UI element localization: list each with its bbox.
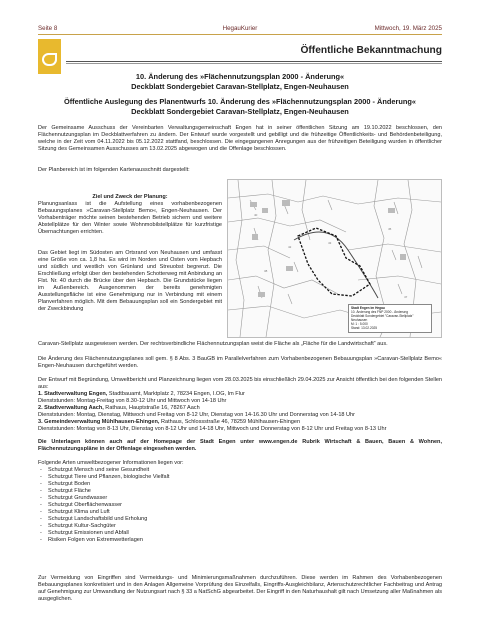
list-item: - Schutzgut Mensch und seine Gesundheit — [38, 467, 338, 474]
office-name: 1. Stadtverwaltung Engen, — [38, 391, 108, 397]
header-rule — [38, 34, 442, 35]
plan-map — [227, 179, 442, 338]
map-legend-line: Stand: 13.02.2025 — [351, 326, 378, 330]
office-name: 3. Gemeindeverwaltung Mühlhausen-Ehingen, — [38, 418, 160, 425]
list-item: - Schutzgut Oberflächenwasser — [38, 502, 338, 509]
headline-line: Deckblatt Sondergebiet Caravan-Stellplatz, Engen-Neuhausen — [131, 106, 349, 116]
list-item: - Schutzgut Klima und Luft — [38, 509, 338, 516]
svg-text:38: 38 — [264, 269, 268, 273]
section-rule — [66, 61, 442, 62]
map-legend-line: Neuhausen — [351, 318, 368, 322]
plan-note: Der Planbereich ist im folgenden Kartenausschnitt dargestellt: — [38, 167, 190, 173]
list-item: - Risiken Folgen von Extremwetterlagen — [38, 537, 338, 544]
svg-text:40: 40 — [254, 213, 258, 217]
list-item: - Schutzgut Kultur-Sachgüter — [38, 523, 338, 530]
map-legend-title: Stadt Engen im Hegau — [351, 306, 385, 310]
svg-text:43: 43 — [328, 241, 332, 245]
office-hours: Dienststunden: Montag-Freitag von 8.30-12 Uhr und Mittwoch von 14-18 Uhr — [38, 397, 227, 404]
plan-area-boundary — [298, 228, 370, 296]
logo-mark-icon — [42, 53, 57, 66]
office-address: Stadtbauamt, Marktplatz 2, 78234 Engen, I.OG, Im Flur — [107, 391, 245, 397]
list-item: - Schutzgut Grundwasser — [38, 495, 338, 502]
list-item: - Schutzgut Emissionen und Abfall — [38, 530, 338, 537]
office-name: 2. Stadtverwaltung Aach, — [38, 404, 104, 411]
map-legend-line: Deckblatt Sondergebiet "Caravan-Stellplatz" — [351, 314, 414, 318]
office-hours: Dienststunden: Montag von 8-13 Uhr, Dienstag von 8-12 Uhr und 14-18 Uhr, Mittwoch und Donnerstag von 8-12 Uhr und Freitag von 8-13 Uhr — [38, 425, 387, 432]
list-item: - Schutzgut Landschaftsbild und Erholung — [38, 516, 338, 523]
list-item: - Schutzgut Fläche — [38, 488, 338, 495]
issue-date: Mittwoch, 19. März 2025 — [374, 25, 442, 32]
svg-text:47: 47 — [404, 295, 408, 299]
office-address: Rathaus, Hauptstraße 16, 78267 Aach — [103, 404, 200, 411]
designation-paragraph: Caravan-Stellplatz ausgewiesen werden. Der rechtsverbindliche Flächennutzungsplan weist die Fläche als „Fläche für die Landwirtschaft“ aus. — [38, 341, 388, 347]
env-list — [38, 467, 338, 543]
office-hours: Dienststunden: Montag, Dienstag, Mittwoch und Freitag von 8-12 Uhr, Dienstag von 14-16.30 Uhr und Donnerstag von 14-18 Uhr — [38, 411, 355, 418]
office-entry — [38, 391, 442, 433]
page-number: Seite 8 — [38, 25, 58, 32]
area-paragraph: Das Gebiet liegt im Südosten am Ortsrand von Neuhausen und umfasst eine Größe von ca. 1,8 ha. Es wird im Norden und Osten vom Hepbach und südlich und westlich von Grünland und Streuobst begrenzt. Die Erschließung erfolgt über den bestehenden Schotterweg mit Anbindung an Flst. Nr. 40 durch die Brücke über den Hepbach. Die Grundstücke liegen im Außenbereich. Ausgenommen der bereits genehmigten Ausstellungsfläche ist eine Genehmigung nur in Verbindung mit einem Planverfahren möglich. Mit dem Bebauungsplan soll ein Sondergebiet mit der Zweckbindung — [38, 250, 222, 312]
goal-heading: Ziel und Zweck der Planung: — [92, 194, 168, 200]
list-item: - Schutzgut Tiere und Pflanzen, biologische Vielfalt — [38, 474, 338, 481]
headline-amendment — [38, 72, 442, 91]
map-legend-line: M: 1 : 5.000 — [351, 322, 368, 326]
map-legend-line: 10. Änderung des FNP 2000 - Änderung — [351, 310, 409, 314]
office-address: Rathaus, Schlossstraße 46, 78259 Mühlhausen-Ehingen — [159, 418, 301, 425]
list-item: - Schutzgut Boden — [38, 481, 338, 488]
svg-text:45: 45 — [388, 227, 392, 231]
headline-line: Deckblatt Sondergebiet Caravan-Stellplatz, Engen-Neuhausen — [131, 81, 349, 91]
closing-paragraph: Zur Vermeidung von Eingriffen sind Vermeidungs- und Minimierungsmaßnahmen durchzuführen. Diese werden im Rahmen des Vorhabenbezogenen Bebauungsplanes konkretisiert und in den Anlagen Allgemeine Vorprüfung des Einzelfalls, Eingriffs-Ausgleichbilanz, Artenschutzrechtlicher Fachbeitrag und Antrag auf Genehmigung zur Umwandlung der Nutzungsart nach § 33 a NatSchG abgearbeitet. Der Eingriff in den Naturhaushalt gilt nach Umsetzung aller Maßnahmen als ausgeglichen. — [38, 575, 442, 602]
map-legend — [348, 304, 432, 333]
creek-line — [294, 232, 378, 298]
section-title: Öffentliche Bekanntmachung — [300, 45, 442, 56]
online-note: Die Unterlagen können auch auf der Homepage der Stadt Engen unter www.engen.de Rubrik Wirtschaft & Bauen, Bauen & Wohnen, Flächennutzungspläne in der Offenlage eingesehen werden. — [38, 439, 442, 452]
env-intro: Folgende Arten umweltbezogener Informationen liegen vor: — [38, 460, 184, 466]
section-logo — [38, 39, 61, 74]
headline-line: Öffentliche Auslegung des Planentwurfs 10. Änderung des »Flächennutzungsplan 2000 - Änderung« — [63, 97, 417, 106]
headline-exhibition — [38, 97, 442, 116]
intro-paragraph: Der Gemeinsame Ausschuss der Vereinbarten Verwaltungsgemeinschaft Engen hat in seiner öffentlichen Sitzung am 19.10.2022 beschlossen, den Flächennutzungsplan im Deckblattverfahren zu ändern. Der Entwurf wurde vorgestellt und gebilligt und die frühzeitige Öffentlichkeits- und Behördenbeteiligung, welche in der Zeit vom 04.11.2022 bis 05.12.2022 stattfand, beschlossen. Die eingegangenen Anregungen aus der frühzeitigen Beteiligung wurden in öffentlicher Sitzung des Gemeinsamen Ausschusses am 13.02.2025 abgewogen und die Offenlage beschlossen. — [38, 125, 442, 152]
goal-paragraph: Planungsanlass ist die Aufstellung eines vorhabenbezogenen Bebauungsplanes »Caravan-Stellplatz Bemo«, Engen-Neuhausen. Der Vorhabenträger möchte seinen bestehenden Betrieb sichern und weitere Abstellplätze für den Winter sowie Wohnmobilstellplätze für kurzfristige Übernachtungen errichten. — [38, 201, 222, 235]
section-rule-thin — [66, 63, 442, 64]
publication-name: HegauKurier — [222, 25, 258, 32]
svg-text:42: 42 — [288, 245, 292, 249]
page-header — [38, 24, 442, 34]
headline-line: 10. Änderung des »Flächennutzungsplan 2000 - Änderung« — [135, 72, 345, 81]
procedure-paragraph: Die Änderung des Flächennutzungsplanes soll gem. § 8 Abs. 3 BauGB im Parallelverfahren zum Vorhabenbezogenen Bebauungsplan »Caravan-Stellplatz Bemo« Engen-Neuhausen durchgeführt werden. — [38, 356, 442, 369]
exhibition-paragraph: Der Entwurf mit Begründung, Umweltbericht und Planzeichnung liegen vom 28.03.2025 bis einschließlich 29.04.2025 zur Ansicht öffentlich bei den folgenden Stellen aus: — [38, 377, 442, 390]
